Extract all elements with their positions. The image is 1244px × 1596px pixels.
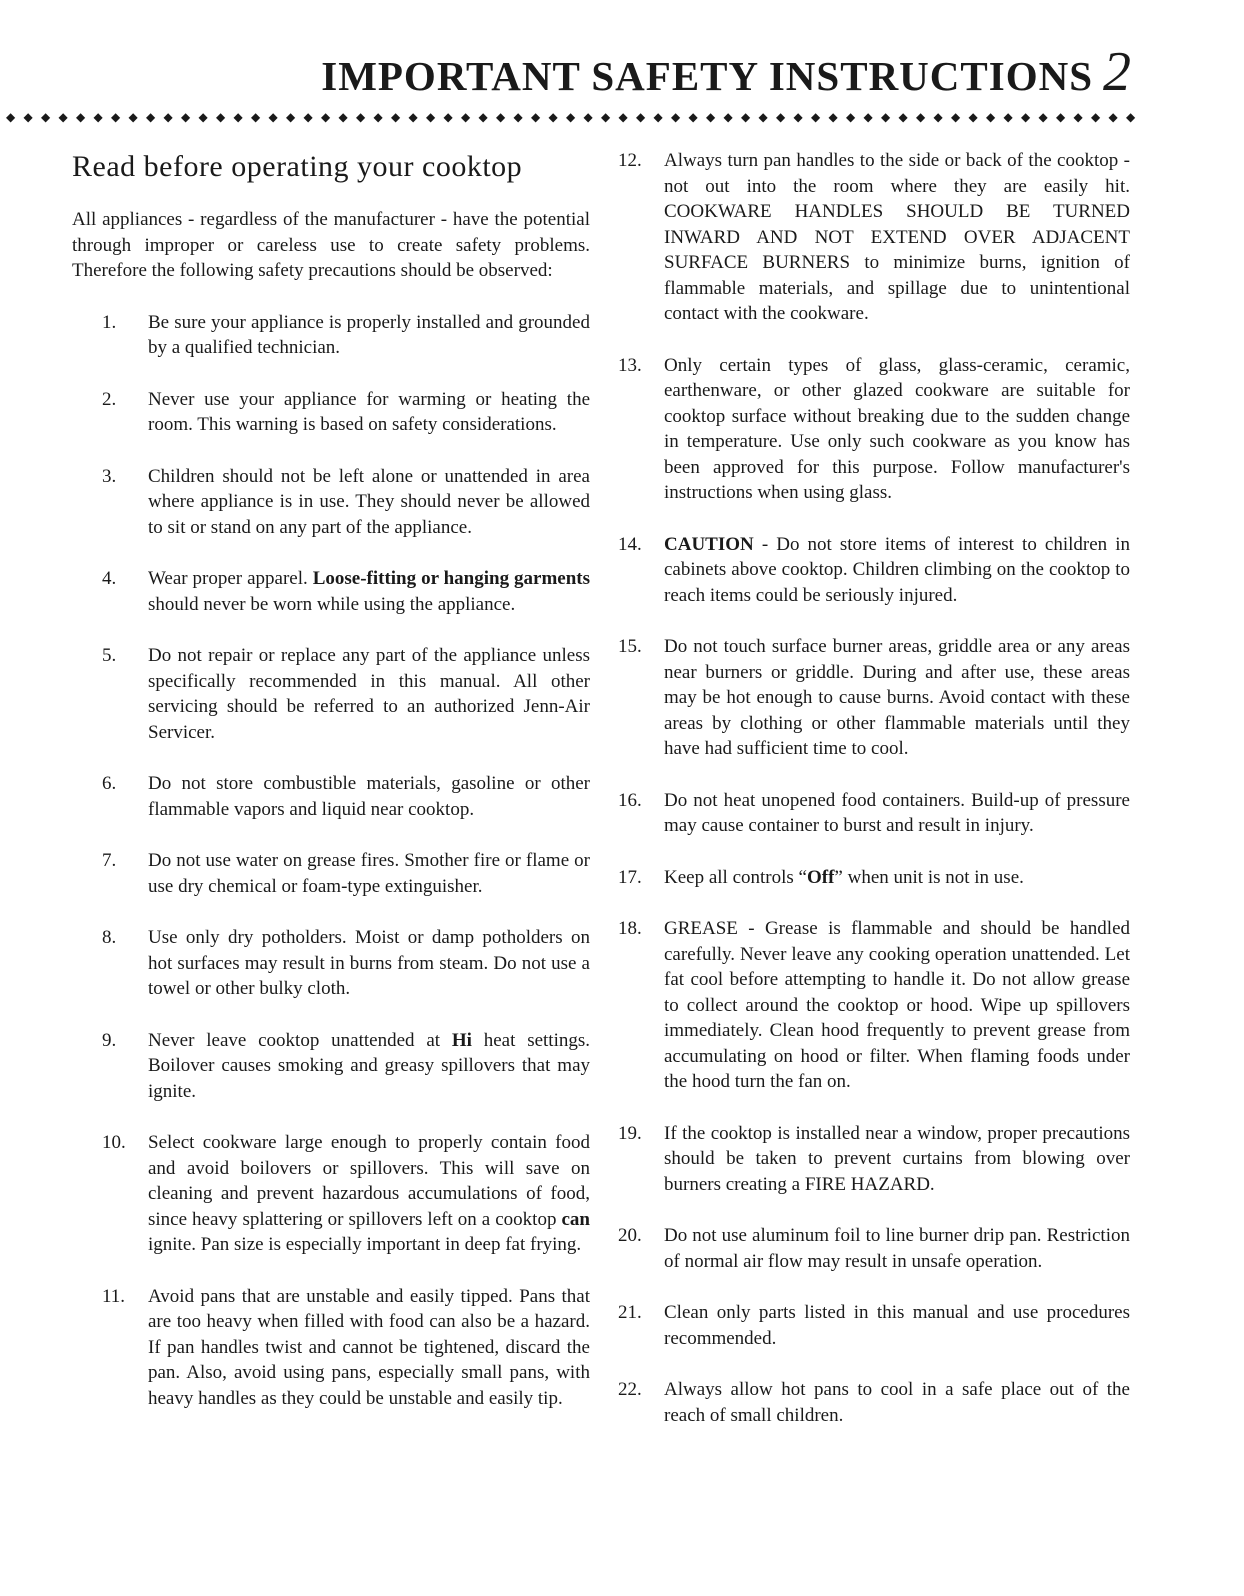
diamond-icon: ◆	[548, 110, 558, 124]
item-text	[148, 1028, 590, 1105]
diamond-icon: ◆	[583, 110, 593, 124]
item-number: 6.	[102, 773, 117, 794]
diamond-icon: ◆	[653, 110, 663, 124]
diamond-icon: ◆	[846, 110, 856, 124]
diamond-icon: ◆	[1003, 110, 1013, 124]
instruction-item	[72, 643, 590, 745]
item-text	[664, 1121, 1130, 1198]
diamond-icon: ◆	[863, 110, 873, 124]
diamond-icon: ◆	[356, 110, 366, 124]
item-text	[664, 916, 1130, 1095]
item-text	[148, 643, 590, 745]
diamond-icon: ◆	[373, 110, 383, 124]
diamond-icon: ◆	[566, 110, 576, 124]
item-text-pre: Children should not be left alone or unattended in area where appliance is in use. They should never be allowed to sit or stand on any part of the appliance.	[148, 465, 590, 538]
item-number: 18.	[618, 918, 642, 939]
diamond-icon: ◆	[741, 110, 751, 124]
instruction-item	[72, 925, 590, 1002]
instruction-item	[618, 1300, 1130, 1351]
item-text	[148, 387, 590, 438]
item-text-post: ” when unit is not in use.	[834, 866, 1024, 888]
item-text-pre: Be sure your appliance is properly installed and grounded by a qualified technician.	[148, 311, 590, 358]
item-text-pre: Avoid pans that are unstable and easily tipped. Pans that are too heavy when filled with food can also be a hazard. If pan handles twist and cannot be tightened, discard the pan. Also, avoid using pans, especially small pans, with heavy handles as they could be unstable and easily tip.	[148, 1285, 590, 1409]
intro-paragraph: All appliances - regardless of the manufacturer - have the potential through improper or careless use to create safety problems. Therefore the following safety precautions should be observed:	[72, 209, 590, 281]
item-text-pre: Never use your appliance for warming or heating the room. This warning is based on safety considerations.	[148, 388, 590, 435]
item-text-bold: Off	[806, 866, 835, 888]
diamond-icon: ◆	[391, 110, 401, 124]
item-text-pre: Always turn pan handles to the side or back of the cooktop - not out into the room where they are easily hit. COOKWARE HANDLES SHOULD BE TURNED INWARD AND NOT EXTEND OVER ADJACENT SURFACE BURNERS to minimize burns, ignition of flammable materials, and spillage due to unintentional contact with the cookware.	[664, 150, 1130, 324]
instruction-item	[618, 634, 1130, 762]
item-number: 14.	[618, 533, 642, 555]
page-title	[321, 41, 1132, 103]
item-number: 15.	[618, 636, 642, 657]
diamond-icon: ◆	[23, 110, 33, 124]
diamond-icon: ◆	[776, 110, 786, 124]
instruction-item	[618, 1377, 1130, 1428]
item-text	[148, 848, 590, 899]
item-text-bold: CAUTION	[664, 533, 754, 555]
item-text-pre: Do not use water on grease fires. Smother fire or flame or use dry chemical or foam-type extinguisher.	[148, 850, 590, 897]
diamond-icon: ◆	[198, 110, 208, 124]
item-number: 17.	[618, 866, 642, 888]
diamond-icon: ◆	[793, 110, 803, 124]
diamond-icon: ◆	[1038, 110, 1048, 124]
instruction-item	[72, 771, 590, 822]
item-number: 2.	[102, 388, 117, 410]
instruction-item	[618, 788, 1130, 839]
diamond-icon: ◆	[443, 110, 453, 124]
item-number: 8.	[102, 927, 117, 948]
item-text	[664, 1223, 1130, 1274]
diamond-icon: ◆	[531, 110, 541, 124]
diamond-icon: ◆	[933, 110, 943, 124]
item-number: 20.	[618, 1225, 642, 1246]
item-number: 3.	[102, 465, 117, 487]
instruction-item	[72, 1284, 590, 1412]
item-text	[148, 310, 590, 361]
item-text-post: ignite. Pan size is especially important in deep fat frying.	[148, 1234, 582, 1255]
instruction-item	[72, 310, 590, 361]
diamond-icon: ◆	[181, 110, 191, 124]
item-text	[148, 566, 590, 617]
item-number: 19.	[618, 1122, 642, 1144]
diamond-icon: ◆	[111, 110, 121, 124]
item-number: 16.	[618, 789, 642, 811]
diamond-icon: ◆	[618, 110, 628, 124]
item-text-pre: Do not store combustible materials, gasoline or other flammable vapors and liquid near cooktop.	[148, 773, 590, 820]
diamond-icon: ◆	[93, 110, 103, 124]
diamond-icon: ◆	[321, 110, 331, 124]
item-text-pre: Do not use aluminum foil to line burner drip pan. Restriction of normal air flow may result in unsafe operation.	[664, 1225, 1130, 1272]
item-text-pre: Never leave cooktop unattended at	[148, 1029, 452, 1051]
diamond-icon: ◆	[811, 110, 821, 124]
item-text	[664, 532, 1130, 609]
item-number: 4.	[102, 568, 117, 589]
item-text-post: heat settings. Boilover causes smoking and greasy spillovers that may ignite.	[148, 1029, 591, 1102]
diamond-icon: ◆	[688, 110, 698, 124]
item-text	[664, 865, 1130, 891]
instruction-item	[618, 916, 1130, 1095]
item-number: 10.	[102, 1132, 126, 1153]
left-column	[72, 148, 590, 1437]
diamond-icon: ◆	[426, 110, 436, 124]
diamond-icon: ◆	[478, 110, 488, 124]
right-item-list	[618, 148, 1130, 1428]
item-number: 13.	[618, 354, 642, 376]
diamond-icon: ◆	[898, 110, 908, 124]
diamond-icon: ◆	[338, 110, 348, 124]
item-text-pre: Always allow hot pans to cool in a safe place out of the reach of small children.	[664, 1379, 1130, 1426]
diamond-icon: ◆	[828, 110, 838, 124]
section-heading: Read before operating your cooktop	[72, 150, 523, 183]
instruction-item	[618, 865, 1130, 891]
diamond-icon: ◆	[1108, 110, 1118, 124]
instruction-item	[618, 353, 1130, 506]
item-text-bold: Loose-fitting or hanging garments	[312, 568, 590, 589]
diamond-icon: ◆	[233, 110, 243, 124]
item-number: 7.	[102, 850, 117, 871]
item-text	[664, 1377, 1130, 1428]
diamond-icon: ◆	[216, 110, 226, 124]
item-text-pre: Clean only parts listed in this manual and use procedures recommended.	[664, 1302, 1130, 1349]
item-text-pre: Wear proper apparel.	[148, 568, 313, 589]
instruction-item	[72, 848, 590, 899]
item-text	[148, 771, 590, 822]
diamond-icon: ◆	[76, 110, 86, 124]
diamond-icon: ◆	[496, 110, 506, 124]
item-text-pre: If the cooktop is installed near a window, proper precautions should be taken to prevent curtains from blowing over burners creating a FIRE HAZARD.	[664, 1122, 1130, 1195]
item-text-pre: Do not repair or replace any part of the appliance unless specifically recommended in this manual. All other servicing should be referred to an authorized Jenn-Air Servicer.	[148, 645, 590, 743]
diamond-icon: ◆	[916, 110, 926, 124]
instruction-item	[618, 1121, 1130, 1198]
item-number: 21.	[618, 1302, 642, 1323]
instruction-item	[72, 387, 590, 438]
instruction-item	[618, 532, 1130, 609]
item-text-post: should never be worn while using the appliance.	[148, 593, 516, 615]
item-text-post: - Do not store items of interest to children in cabinets above cooktop. Children climbing on the cooktop to reach items could be seriously injured.	[664, 533, 1130, 606]
diamond-icon: ◆	[303, 110, 313, 124]
item-text-pre: Keep all controls “	[664, 866, 807, 888]
item-text	[148, 1284, 590, 1412]
instruction-item	[72, 1028, 590, 1105]
item-number: 1.	[102, 311, 117, 333]
item-text-bold: Hi	[451, 1029, 472, 1051]
diamond-icon: ◆	[58, 110, 68, 124]
diamond-icon: ◆	[128, 110, 138, 124]
diamond-icon: ◆	[146, 110, 156, 124]
diamond-icon: ◆	[1091, 110, 1101, 124]
item-text	[664, 353, 1130, 506]
diamond-icon: ◆	[986, 110, 996, 124]
item-text-pre: Use only dry potholders. Moist or damp potholders on hot surfaces may result in burns from steam. Do not use a towel or other bulky cloth.	[148, 927, 590, 999]
instruction-item	[72, 464, 590, 541]
left-item-list	[72, 310, 590, 1412]
item-text	[664, 148, 1130, 327]
page-number: 2	[1103, 41, 1132, 103]
diamond-icon: ◆	[1021, 110, 1031, 124]
diamond-icon: ◆	[251, 110, 261, 124]
diamond-icon: ◆	[513, 110, 523, 124]
diamond-icon: ◆	[408, 110, 418, 124]
item-text-bold: can	[561, 1208, 590, 1230]
item-text	[664, 788, 1130, 839]
item-text-pre: Do not touch surface burner areas, griddle area or any areas near burners or griddle. During and after use, these areas may be hot enough to cause burns. Avoid contact with these areas by clothing or other flammable materials until they have had sufficient time to cool.	[664, 636, 1130, 759]
diamond-icon: ◆	[1126, 110, 1136, 124]
item-number: 11.	[102, 1285, 126, 1307]
diamond-icon: ◆	[1073, 110, 1083, 124]
item-text-pre: Only certain types of glass, glass-ceramic, ceramic, earthenware, or other glazed cookware are suitable for cooktop surface without breaking due to the sudden change in temperature. Use only such cookware as you know has been approved for this purpose. Follow manufacturer's instructions when using glass.	[664, 354, 1130, 503]
diamond-icon: ◆	[286, 110, 296, 124]
instruction-item	[618, 148, 1130, 327]
diamond-icon: ◆	[1056, 110, 1066, 124]
diamond-icon: ◆	[601, 110, 611, 124]
item-number: 5.	[102, 645, 117, 666]
diamond-icon: ◆	[968, 110, 978, 124]
item-text-pre: Select cookware large enough to properly contain food and avoid boilovers or spillovers. This will save on cleaning and prevent hazardous accumulations of food, since heavy splattering or spillovers left on a cooktop	[148, 1132, 590, 1230]
diamond-icon: ◆	[636, 110, 646, 124]
item-number: 12.	[618, 150, 642, 171]
diamond-divider	[6, 110, 1136, 124]
instruction-item	[72, 1130, 590, 1258]
diamond-icon: ◆	[163, 110, 173, 124]
diamond-icon: ◆	[268, 110, 278, 124]
diamond-icon: ◆	[706, 110, 716, 124]
diamond-icon: ◆	[758, 110, 768, 124]
instruction-item	[618, 1223, 1130, 1274]
item-text	[148, 1130, 590, 1258]
item-text-pre: GREASE - Grease is flammable and should be handled carefully. Never leave any cooking operation unattended. Let fat cool before attempting to handle it. Do not allow grease to collect around the cooktop or hood. Wipe up spillovers immediately. Clean hood frequently to prevent grease from accumulating on hood or filter. When flaming foods under the hood turn the fan on.	[664, 918, 1130, 1092]
title-text: IMPORTANT SAFETY INSTRUCTIONS	[321, 53, 1093, 99]
diamond-icon: ◆	[671, 110, 681, 124]
item-number: 22.	[618, 1379, 642, 1400]
instruction-item	[72, 566, 590, 617]
diamond-icon: ◆	[723, 110, 733, 124]
item-text	[664, 1300, 1130, 1351]
item-text-pre: Do not heat unopened food containers. Build-up of pressure may cause container to burst and result in injury.	[664, 789, 1130, 836]
diamond-icon: ◆	[461, 110, 471, 124]
diamond-icon: ◆	[6, 110, 16, 124]
item-number: 9.	[102, 1029, 117, 1051]
item-text	[148, 925, 590, 1002]
item-text	[664, 634, 1130, 762]
diamond-icon: ◆	[951, 110, 961, 124]
item-text	[148, 464, 590, 541]
diamond-icon: ◆	[41, 110, 51, 124]
right-column	[618, 148, 1130, 1454]
diamond-icon: ◆	[881, 110, 891, 124]
